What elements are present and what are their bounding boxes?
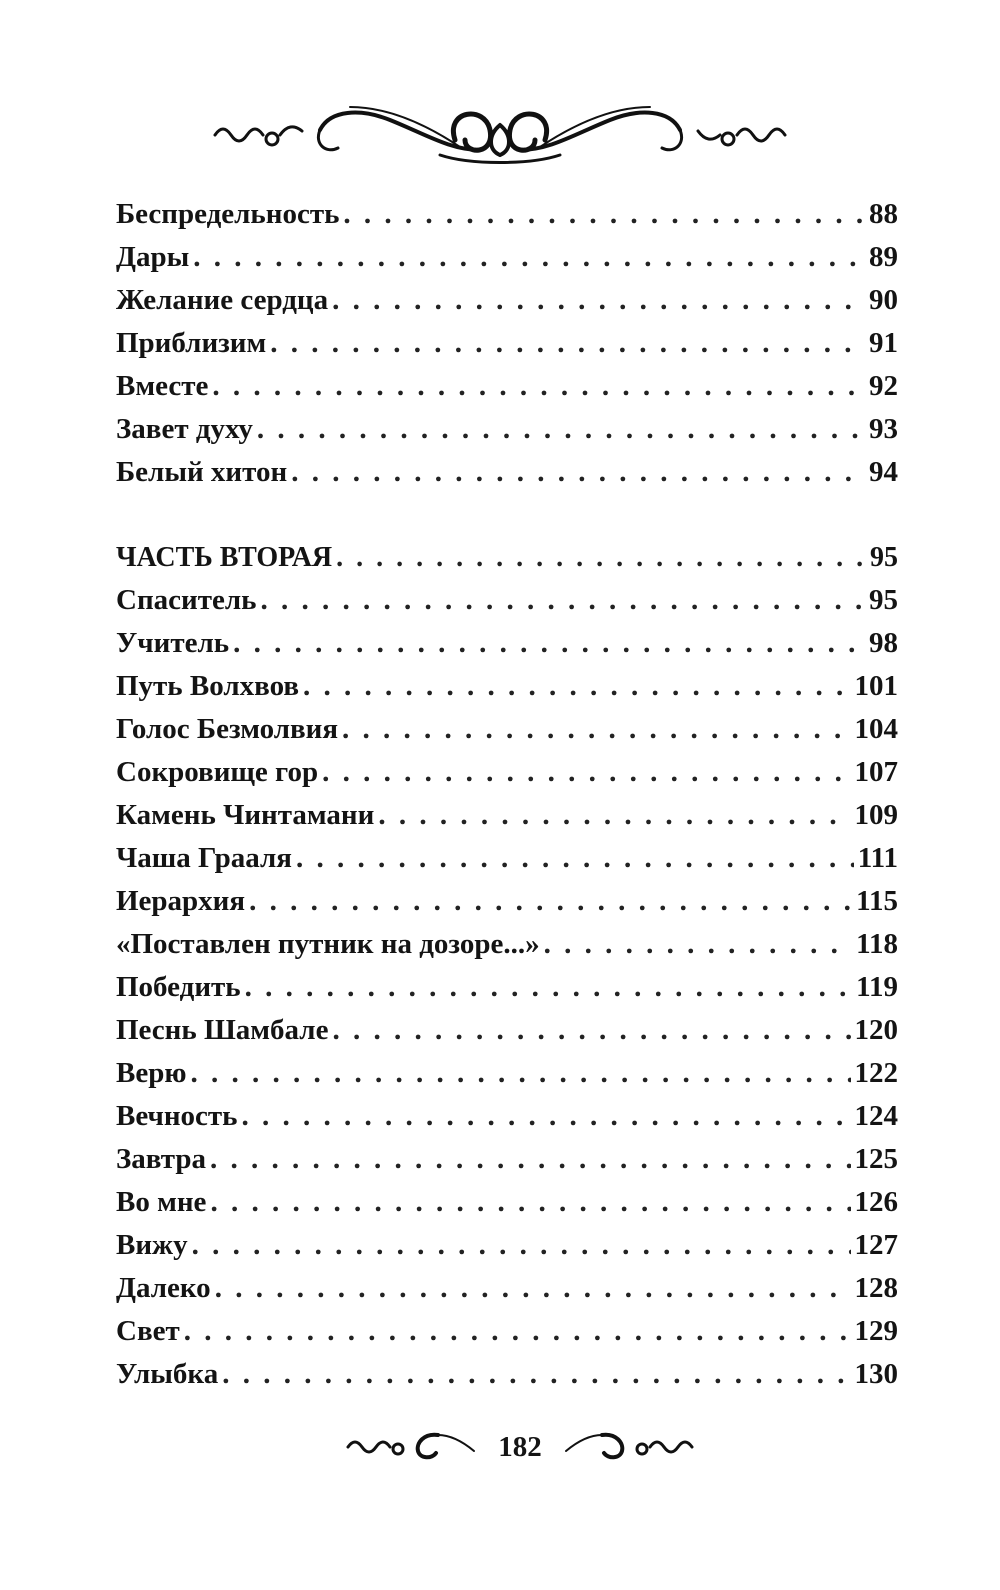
toc-entry-page: 92 (869, 370, 898, 402)
dot-leader (184, 1310, 851, 1353)
toc-entry-title: Во мне (116, 1186, 207, 1218)
toc-entry-title: Спаситель (116, 584, 257, 616)
toc-entry[interactable] (116, 1310, 898, 1353)
dot-leader (242, 1095, 851, 1138)
dot-leader (260, 579, 865, 622)
dot-leader (210, 1181, 850, 1224)
toc-entry-page: 122 (854, 1057, 898, 1089)
toc-entry-page: 90 (869, 284, 898, 316)
part-heading-title: ЧАСТЬ ВТОРАЯ (116, 542, 333, 573)
toc-entry-title: Белый хитон (116, 456, 288, 488)
toc-entry-page: 118 (856, 928, 898, 960)
dot-leader (212, 365, 865, 408)
dot-leader (245, 966, 852, 1009)
toc-entry-title: Вижу (116, 1229, 188, 1261)
toc-entry[interactable] (116, 622, 898, 665)
toc-entry-page: 127 (854, 1229, 898, 1261)
toc-entry[interactable] (116, 279, 898, 322)
dot-leader (249, 880, 852, 923)
toc-entry-page: 125 (854, 1143, 898, 1175)
toc-entry-page: 115 (856, 885, 898, 917)
dot-leader (193, 236, 865, 279)
toc-entry-title: Завет духу (116, 413, 253, 445)
toc-entry-title: Далеко (116, 1272, 211, 1304)
toc-entry-title: Желание сердца (116, 284, 329, 316)
toc-entry-page: 95 (869, 584, 898, 616)
toc-entry[interactable] (116, 708, 898, 751)
toc-entry-title: Иерархия (116, 885, 246, 917)
toc-entry[interactable] (116, 1353, 898, 1396)
toc-part-one (116, 193, 898, 494)
toc-part-heading[interactable] (116, 536, 898, 579)
page-number: 182 (498, 1431, 542, 1463)
toc-entry-page: 98 (869, 627, 898, 659)
toc-entry-page: 130 (854, 1358, 898, 1390)
ornament-flourish-icon (200, 95, 800, 175)
part-heading-page: 95 (870, 542, 898, 573)
toc-entry-title: Вечность (116, 1100, 238, 1132)
toc-entry-title: «Поставлен путник на дозоре...» (116, 928, 540, 960)
toc-entry[interactable] (116, 751, 898, 794)
toc-entry-title: Вместе (116, 370, 209, 402)
toc-entry-title: Свет (116, 1315, 180, 1347)
toc-entry-page: 126 (854, 1186, 898, 1218)
toc-entry[interactable] (116, 1138, 898, 1181)
toc-entry[interactable] (116, 837, 898, 880)
toc-entry-title: Улыбка (116, 1358, 219, 1390)
toc-entry[interactable] (116, 579, 898, 622)
toc-entry-page: 128 (854, 1272, 898, 1304)
toc-entry-title: Верю (116, 1057, 187, 1089)
toc-entry-title: Песнь Шамбале (116, 1014, 329, 1046)
toc-entry-page: 104 (854, 713, 898, 745)
toc-part-two (116, 536, 898, 1396)
toc-entry-page: 89 (869, 241, 898, 273)
toc-entry-page: 111 (857, 842, 898, 874)
toc-entry[interactable] (116, 236, 898, 279)
dot-leader (222, 1353, 850, 1396)
toc-entry[interactable] (116, 1095, 898, 1138)
dot-leader (291, 451, 865, 494)
dot-leader (233, 622, 865, 665)
dot-leader (343, 193, 865, 236)
toc-entry-page: 107 (854, 756, 898, 788)
toc-entry-page: 94 (869, 456, 898, 488)
dot-leader (257, 408, 865, 451)
swirl-right-icon (562, 1425, 697, 1470)
toc-entry[interactable] (116, 451, 898, 494)
toc-entry-title: Чаша Грааля (116, 842, 292, 874)
toc-entry-page: 120 (854, 1014, 898, 1046)
toc-entry-title: Приблизим (116, 327, 267, 359)
toc-entry[interactable] (116, 923, 898, 966)
dot-leader (322, 751, 850, 794)
toc-entry-page: 91 (869, 327, 898, 359)
toc-entry-title: Завтра (116, 1143, 206, 1175)
toc-entry-title: Беспредельность (116, 198, 340, 230)
toc-entry-page: 119 (856, 971, 898, 1003)
dot-leader (332, 1009, 850, 1052)
toc-entry-page: 88 (869, 198, 898, 230)
dot-leader (210, 1138, 851, 1181)
toc-entry-title: Дары (116, 241, 190, 273)
toc-entry[interactable] (116, 880, 898, 923)
toc-entry[interactable] (116, 665, 898, 708)
toc-entry-title: Голос Безмолвия (116, 713, 339, 745)
toc-entry-page: 93 (869, 413, 898, 445)
dot-leader (544, 923, 852, 966)
toc-entry-title: Учитель (116, 627, 230, 659)
toc-entry-title: Победить (116, 971, 241, 1003)
toc-entry-page: 124 (854, 1100, 898, 1132)
toc-entry-title: Путь Волхвов (116, 670, 300, 702)
toc-entry[interactable] (116, 322, 898, 365)
toc-entry-page: 101 (854, 670, 898, 702)
toc-entry-page: 109 (854, 799, 898, 831)
toc-entry[interactable] (116, 1052, 898, 1095)
toc-entry-page: 129 (854, 1315, 898, 1347)
dot-leader (332, 279, 865, 322)
toc-entry[interactable] (116, 1267, 898, 1310)
toc-entry[interactable] (116, 193, 898, 236)
dot-leader (342, 708, 850, 751)
toc-entry[interactable] (116, 1181, 898, 1224)
toc-entry[interactable] (116, 408, 898, 451)
toc-entry[interactable] (116, 365, 898, 408)
toc-entry[interactable] (116, 794, 898, 837)
dot-leader (296, 837, 854, 880)
page-footer (340, 1422, 700, 1472)
table-of-contents (116, 193, 898, 1396)
toc-entry[interactable] (116, 966, 898, 1009)
dot-leader (192, 1224, 851, 1267)
dot-leader (270, 322, 865, 365)
toc-entry[interactable] (116, 1009, 898, 1052)
dot-leader (303, 665, 850, 708)
dot-leader (191, 1052, 851, 1095)
toc-entry[interactable] (116, 1224, 898, 1267)
dot-leader (336, 536, 866, 579)
dot-leader (215, 1267, 851, 1310)
toc-entry-title: Сокровище гор (116, 756, 319, 788)
dot-leader (378, 794, 850, 837)
swirl-left-icon (343, 1425, 478, 1470)
toc-entry-title: Камень Чинтамани (116, 799, 375, 831)
